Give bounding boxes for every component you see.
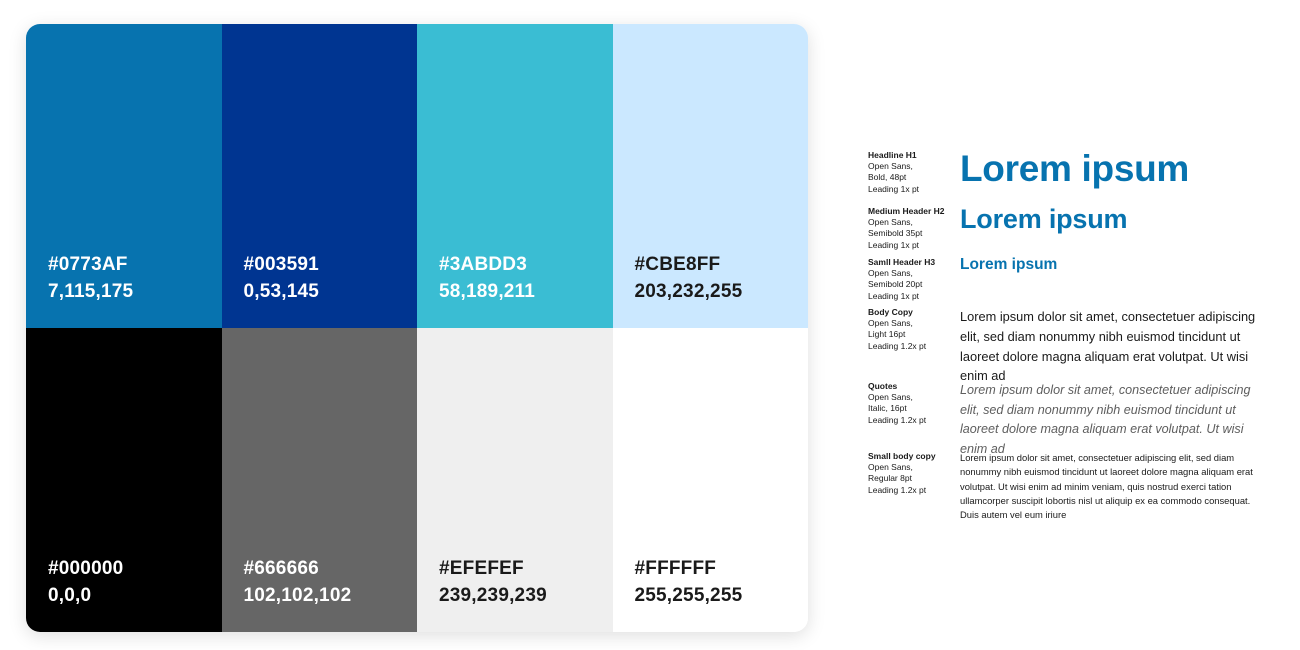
swatch-rgb-value: 58,189,211 bbox=[439, 281, 536, 303]
swatch-rgb-value: 102,102,102 bbox=[243, 585, 352, 607]
type-spec-line: Open Sans, bbox=[868, 217, 913, 228]
type-spec-line: Leading 1x pt bbox=[868, 290, 920, 301]
type-sample-small-body: Lorem ipsum dolor sit amet, consectetuer adipiscing elit, sed diam nonummy nibh euismod tincidunt ut laoreet dolore magna aliquam erat volutpat. Ut wisi enim ad minim veniam, quis nostrud exerci tation ullamcorper suscipit lobortis nisl ut aliquip ex ea commodo consequat. Duis autem vel eum iriure bbox=[960, 452, 1253, 521]
type-spec-line: Leading 1.2x pt bbox=[868, 484, 927, 495]
type-sample-h1: Lorem ipsum bbox=[960, 148, 1190, 189]
type-spec-label bbox=[868, 150, 954, 195]
type-spec-line: Open Sans, bbox=[868, 268, 913, 279]
type-spec-label bbox=[868, 307, 954, 352]
color-swatch bbox=[26, 328, 222, 632]
type-spec-label bbox=[868, 257, 954, 302]
type-spec-label bbox=[868, 206, 954, 251]
type-sample-body: Lorem ipsum dolor sit amet, consectetuer adipiscing elit, sed diam nonummy nibh euismod tincidunt ut laoreet dolore magna aliquam erat volutpat. Ut wisi enim ad bbox=[960, 309, 1256, 384]
swatch-rgb-value: 203,232,255 bbox=[634, 281, 743, 303]
type-sample-quote: Lorem ipsum dolor sit amet, consectetuer adipiscing elit, sed diam nonummy nibh euismod tincidunt ut laoreet dolore magna aliquam erat volutpat. Ut wisi enim ad bbox=[960, 383, 1251, 456]
color-palette-card bbox=[26, 24, 808, 632]
type-spec-line: Leading 1x pt bbox=[868, 183, 920, 194]
type-spec-title: Samll Header H3 bbox=[868, 257, 936, 267]
swatch-hex-value: #CBE8FF bbox=[634, 253, 721, 275]
type-sample-h3: Lorem ipsum bbox=[960, 256, 1058, 273]
type-spec-line: Open Sans, bbox=[868, 462, 913, 473]
type-spec-line: Open Sans, bbox=[868, 161, 913, 172]
type-spec-line: Open Sans, bbox=[868, 392, 913, 403]
swatch-hex-value: #000000 bbox=[48, 557, 124, 579]
swatch-hex-value: #EFEFEF bbox=[439, 557, 524, 579]
color-swatch bbox=[417, 24, 613, 328]
swatch-rgb-value: 0,0,0 bbox=[48, 585, 92, 607]
color-swatch bbox=[417, 328, 613, 632]
swatch-rgb-value: 7,115,175 bbox=[48, 281, 134, 303]
type-spec-label bbox=[868, 451, 954, 496]
color-swatch bbox=[613, 328, 809, 632]
type-spec-title: Body Copy bbox=[868, 307, 913, 317]
type-spec-line: Leading 1.2x pt bbox=[868, 340, 927, 351]
type-spec-title: Quotes bbox=[868, 381, 898, 391]
type-spec-label bbox=[868, 381, 954, 426]
type-spec-line: Semibold 20pt bbox=[868, 279, 923, 290]
color-swatch bbox=[26, 24, 222, 328]
type-spec-line: Leading 1.2x pt bbox=[868, 414, 927, 425]
swatch-rgb-value: 255,255,255 bbox=[634, 585, 743, 607]
swatch-hex-value: #0773AF bbox=[48, 253, 128, 275]
swatch-hex-value: #666666 bbox=[243, 557, 319, 579]
color-swatch bbox=[613, 24, 809, 328]
type-spec-title: Headline H1 bbox=[868, 150, 917, 160]
swatch-hex-value: #3ABDD3 bbox=[439, 253, 527, 275]
swatch-rgb-value: 0,53,145 bbox=[243, 281, 320, 303]
type-spec-line: Bold, 48pt bbox=[868, 172, 907, 183]
typography-specimen-section bbox=[868, 24, 1268, 632]
type-spec-line: Regular 8pt bbox=[868, 473, 912, 484]
type-sample-h2: Lorem ipsum bbox=[960, 204, 1128, 234]
type-spec-line: Italic, 16pt bbox=[868, 403, 907, 414]
type-spec-line: Semibold 35pt bbox=[868, 228, 923, 239]
swatch-hex-value: #003591 bbox=[243, 253, 319, 275]
type-spec-line: Leading 1x pt bbox=[868, 239, 920, 250]
color-swatch bbox=[222, 328, 418, 632]
type-spec-line: Open Sans, bbox=[868, 318, 913, 329]
type-spec-title: Small body copy bbox=[868, 451, 936, 461]
swatch-rgb-value: 239,239,239 bbox=[439, 585, 547, 607]
type-spec-title: Medium Header H2 bbox=[868, 206, 945, 216]
type-spec-line: Light 16pt bbox=[868, 329, 906, 340]
swatch-hex-value: #FFFFFF bbox=[634, 557, 717, 579]
color-swatch bbox=[222, 24, 418, 328]
